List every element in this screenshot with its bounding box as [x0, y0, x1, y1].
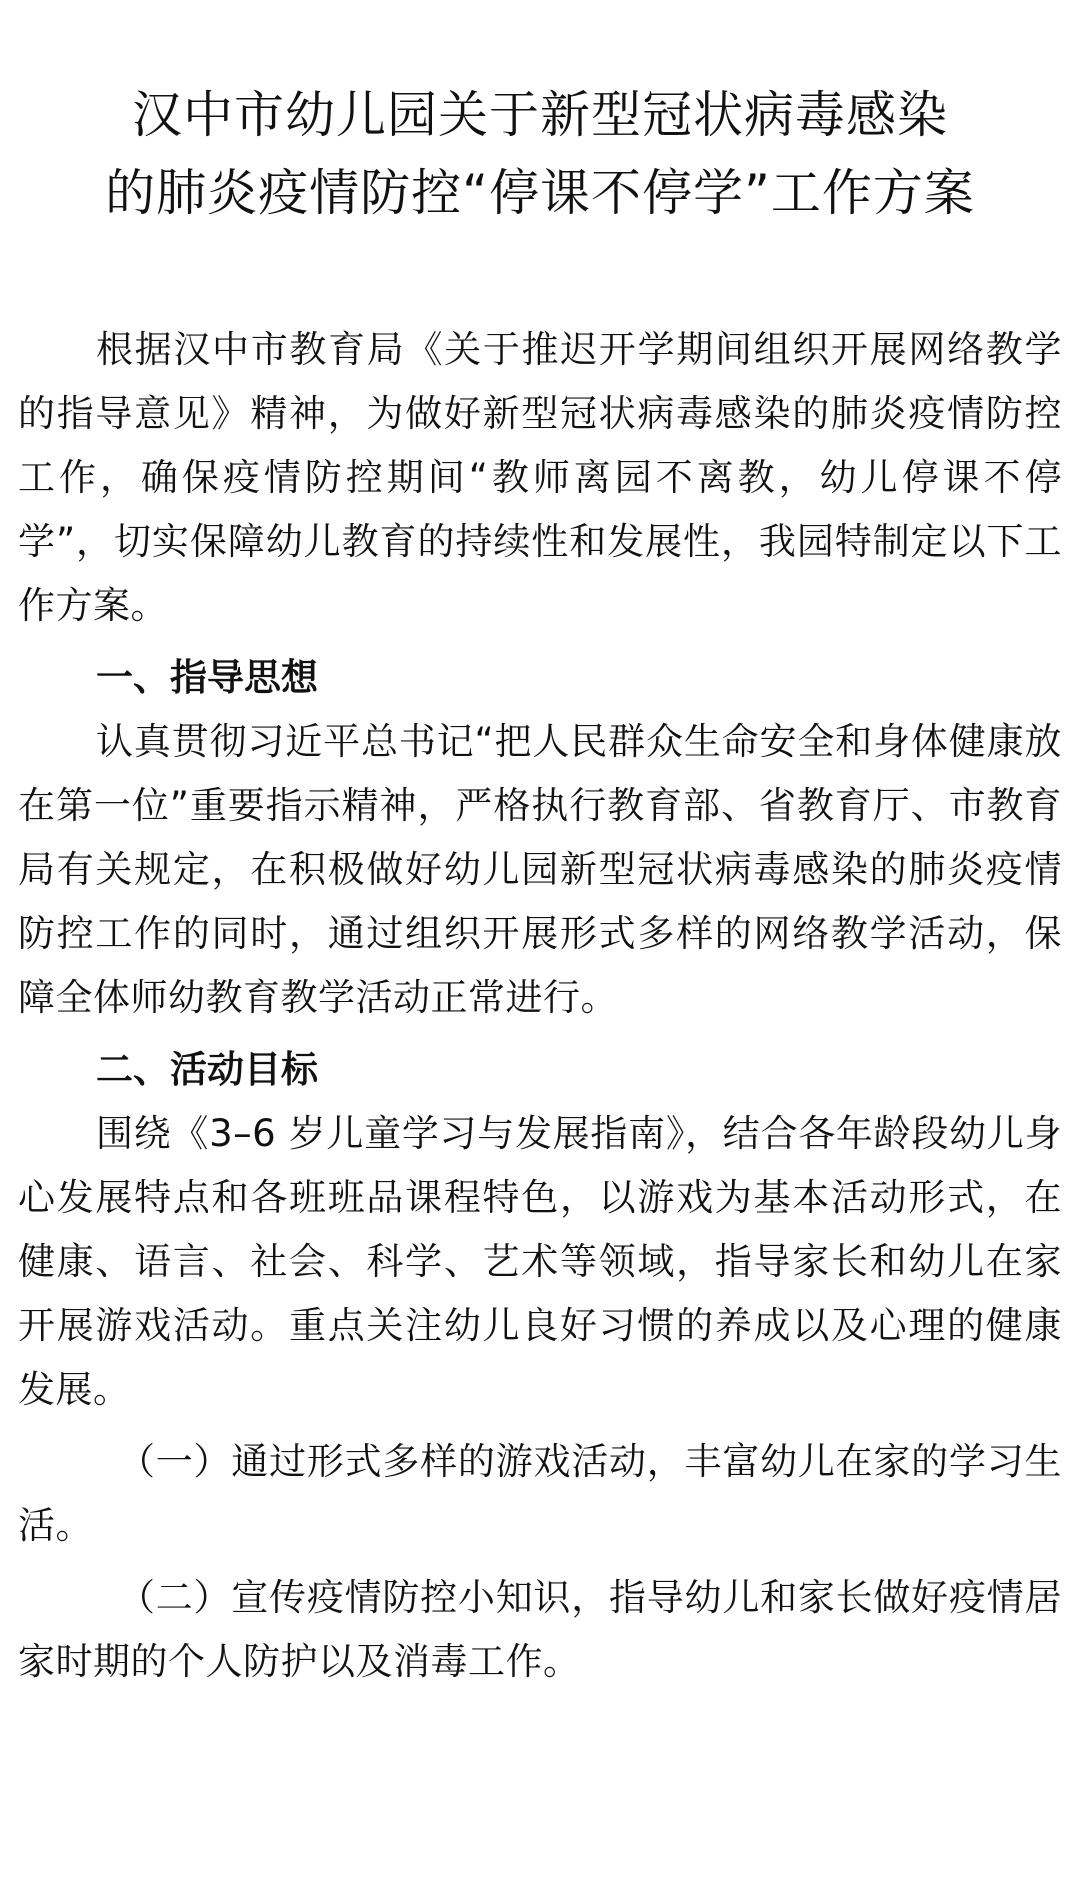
section-2-item-1: （一）通过形式多样的游戏活动，丰富幼儿在家的学习生活。: [18, 1440, 1062, 1547]
title-line-2: 的肺炎疫情防控“停课不停学”工作方案: [105, 164, 975, 222]
section-1-heading: 一、指导思想: [96, 656, 318, 699]
section-2-heading: 二、活动目标: [96, 1048, 318, 1091]
document-body: [18, 318, 1062, 1694]
section-2-paragraph: 围绕《3–6 岁儿童学习与发展指南》，结合各年龄段幼儿身心发展特点和各班班品课程特色，以游戏为基本活动形式，在健康、语言、社会、科学、艺术等领域，指导家长和幼儿在家开展游戏活动。重点关注幼儿良好习惯的养成以及心理的健康发展。: [18, 1112, 1062, 1411]
intro-paragraph: 根据汉中市教育局《关于推迟开学期间组织开展网络教学的指导意见》精神，为做好新型冠状病毒感染的肺炎疫情防控工作，确保疫情防控期间“教师离园不离教，幼儿停课不停学”，切实保障幼儿教育的持续性和发展性，我园特制定以下工作方案。: [18, 328, 1062, 627]
section-2-item-2: （二）宣传疫情防控小知识，指导幼儿和家长做好疫情居家时期的个人防护以及消毒工作。: [18, 1576, 1062, 1683]
title-line-1: 汉中市幼儿园关于新型冠状病毒感染: [132, 86, 948, 144]
document-title: [18, 0, 1062, 232]
section-1-paragraph: 认真贯彻习近平总书记“把人民群众生命安全和身体健康放在第一位”重要指示精神，严格执行教育部、省教育厅、市教育局有关规定，在积极做好幼儿园新型冠状病毒感染的肺炎疫情防控工作的同时，通过组织开展形式多样的网络教学活动，保障全体师幼教育教学活动正常进行。: [18, 720, 1062, 1019]
